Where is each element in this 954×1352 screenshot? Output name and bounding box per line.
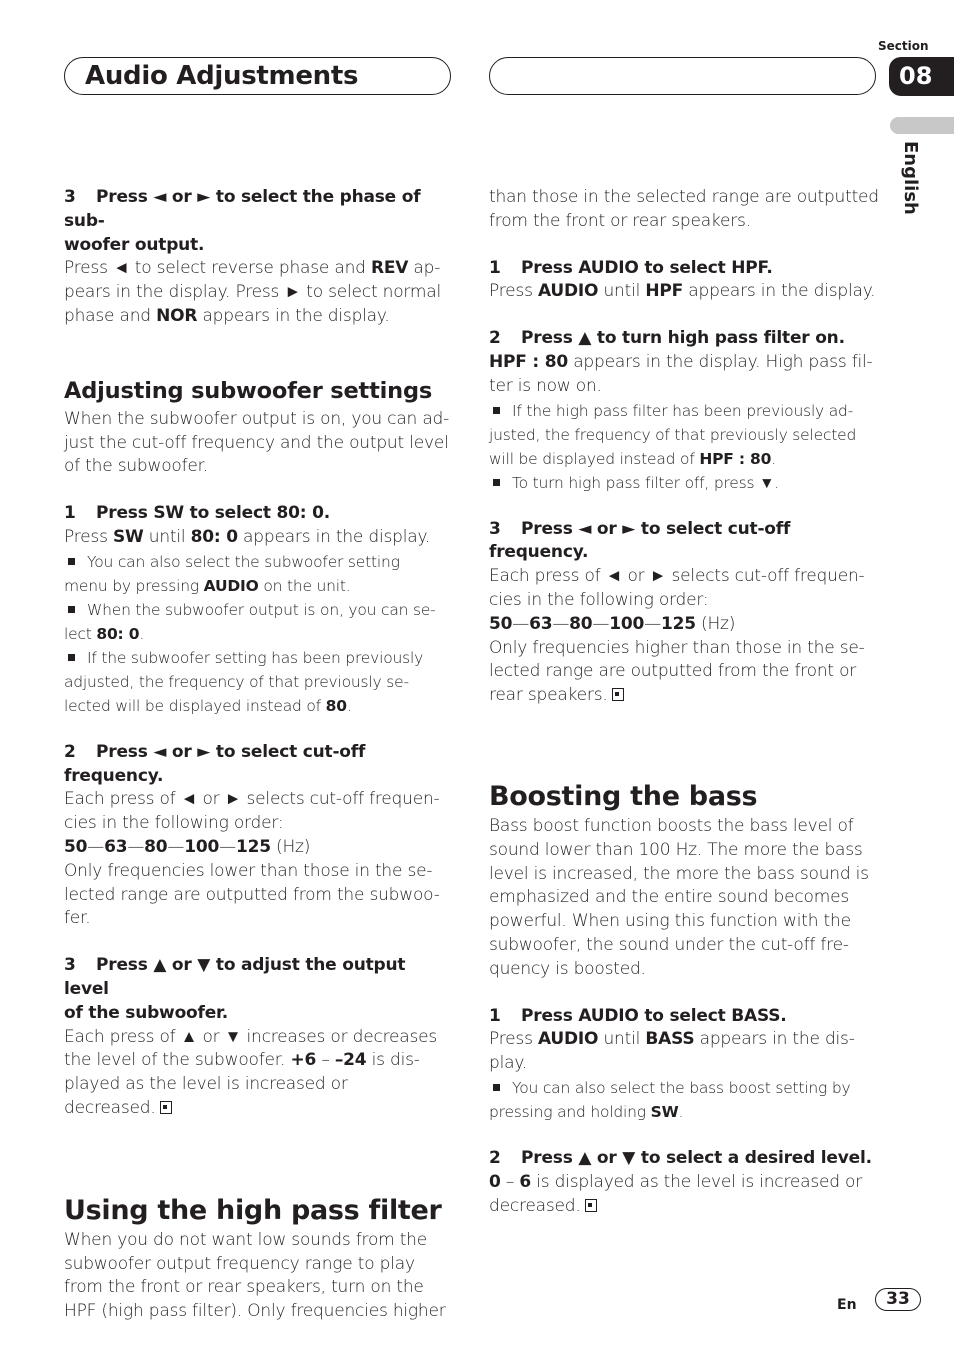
body-text: than those in the selected range are outputted (489, 187, 879, 207)
note-item-cont: justed, the frequency of that previously selected (489, 425, 857, 444)
body-text: lected range are outputted from the subwoo- (64, 884, 440, 905)
footer-language-code: En (837, 1297, 857, 1313)
left-column (64, 186, 454, 1324)
body-text: Press AUDIO until BASS appears in the dis- (489, 1029, 855, 1050)
body-text: played as the level is increased or (64, 1074, 348, 1095)
body-text: powerful. When using this function with the (489, 911, 851, 932)
page-title: Audio Adjustments (85, 61, 359, 91)
bullet-square-icon (68, 606, 75, 613)
step-heading: 1 Press SW to select 80: 0. (64, 503, 330, 524)
body-text: fer. (64, 908, 91, 929)
note-item-cont: menu by pressing AUDIO on the unit. (64, 576, 351, 595)
language-tab (890, 117, 954, 134)
body-text: from the front or rear speakers. (489, 210, 751, 231)
note-item: If the high pass filter has been previously ad- (489, 399, 879, 423)
body-text: decreased. (64, 1097, 454, 1121)
section-label: Section (878, 39, 929, 53)
body-text: sound lower than 100 Hz. The more the bass (489, 839, 863, 860)
body-text: cies in the following order: (64, 813, 284, 834)
body-text: Each press of ◄ or ► selects cut-off frequen- (489, 566, 865, 587)
note-item-cont: will be displayed instead of HPF : 80. (489, 449, 776, 468)
note-item: You can also select the bass boost setting by (489, 1076, 879, 1100)
body-text: Press SW until 80: 0 appears in the display. (64, 526, 431, 547)
note-item-cont: lected will be displayed instead of 80. (64, 696, 352, 715)
header-blank-box (489, 57, 876, 95)
step-heading: 2 Press ◄ or ► to select cut-off frequency. (64, 741, 366, 786)
body-text: When you do not want low sounds from the (64, 1229, 428, 1250)
step-heading: 3 Press ◄ or ► to select the phase of sub- (64, 187, 421, 231)
end-mark-icon (160, 1101, 172, 1114)
body-text: HPF (high pass filter). Only frequencies higher (64, 1301, 446, 1322)
step-heading-cont: of the subwoofer. (64, 1002, 229, 1023)
body-text: pears in the display. Press ► to select normal (64, 282, 441, 303)
body-text: just the cut-off frequency and the output level (64, 432, 449, 453)
bullet-square-icon (68, 558, 75, 565)
body-text: HPF : 80 appears in the display. High pass fil- (489, 351, 873, 372)
body-text: play. (489, 1053, 527, 1074)
body-text: lected range are outputted from the front or (489, 661, 857, 682)
end-mark-icon (585, 1199, 597, 1212)
heading-high-pass-filter: Using the high pass filter (64, 1194, 442, 1226)
bullet-square-icon (68, 654, 75, 661)
note-item: When the subwoofer output is on, you can se- (64, 598, 454, 622)
bullet-square-icon (493, 407, 500, 414)
step-heading: 2 Press ▲ or ▼ to select a desired level. (489, 1147, 872, 1168)
header-title-box (64, 57, 451, 95)
language-label: English (900, 141, 921, 215)
heading-boosting-bass: Boosting the bass (489, 780, 758, 812)
body-text: Press ◄ to select reverse phase and REV ap- (64, 258, 441, 279)
body-text: 0 – 6 is displayed as the level is increased or (489, 1171, 863, 1192)
step-heading-cont: woofer output. (64, 234, 205, 255)
body-text: ter is now on. (489, 375, 602, 396)
end-mark-icon (612, 688, 624, 701)
step-heading: 1 Press AUDIO to select HPF. (489, 257, 773, 278)
body-text: phase and NOR appears in the display. (64, 305, 390, 326)
bullet-square-icon (493, 479, 500, 486)
note-item: If the subwoofer setting has been previously (64, 646, 454, 670)
note-item-cont: adjusted, the frequency of that previously se- (64, 672, 409, 691)
note-item: To turn high pass filter off, press ▼. (489, 471, 879, 495)
body-text: of the subwoofer. (64, 456, 209, 477)
page-number: 33 (875, 1288, 921, 1311)
body-text: cies in the following order: (489, 589, 709, 610)
body-text: Only frequencies lower than those in the se- (64, 860, 433, 881)
body-text: subwoofer output frequency range to play (64, 1253, 415, 1274)
body-text: Press AUDIO until HPF appears in the display. (489, 281, 876, 302)
body-text: quency is boosted. (489, 958, 646, 979)
body-text: level is increased, the more the bass sound is (489, 863, 869, 884)
note-item-cont: pressing and holding SW. (489, 1102, 684, 1121)
body-text: Bass boost function boosts the bass level of (489, 815, 854, 836)
bullet-square-icon (493, 1084, 500, 1091)
note-item: You can also select the subwoofer setting (64, 550, 454, 574)
body-text: Each press of ▲ or ▼ increases or decreases (64, 1026, 438, 1047)
frequency-sequence: 50—63—80—100—125 (Hz) (64, 836, 311, 857)
frequency-sequence: 50—63—80—100—125 (Hz) (489, 613, 736, 634)
body-text: Each press of ◄ or ► selects cut-off frequen- (64, 789, 440, 810)
body-text: from the front or rear speakers, turn on the (64, 1277, 424, 1298)
body-text: the level of the subwoofer. +6 – –24 is dis- (64, 1050, 420, 1071)
body-text: When the subwoofer output is on, you can ad- (64, 408, 450, 429)
step-heading: 2 Press ▲ to turn high pass filter on. (489, 328, 845, 349)
subheading-subwoofer: Adjusting subwoofer settings (64, 377, 433, 404)
body-text: Only frequencies higher than those in the se- (489, 637, 865, 658)
body-text: rear speakers. (489, 684, 879, 708)
body-text: subwoofer, the sound under the cut-off fre- (489, 934, 849, 955)
body-text: emphasized and the entire sound becomes (489, 887, 850, 908)
right-column (489, 186, 879, 1218)
note-item-cont: lect 80: 0. (64, 624, 145, 643)
body-text: decreased. (489, 1195, 879, 1219)
step-heading: 1 Press AUDIO to select BASS. (489, 1005, 787, 1026)
step-heading: 3 Press ▲ or ▼ to adjust the output level (64, 955, 406, 999)
step-heading: 3 Press ◄ or ► to select cut-off frequency. (489, 518, 791, 563)
section-number-badge: 08 (889, 57, 954, 96)
